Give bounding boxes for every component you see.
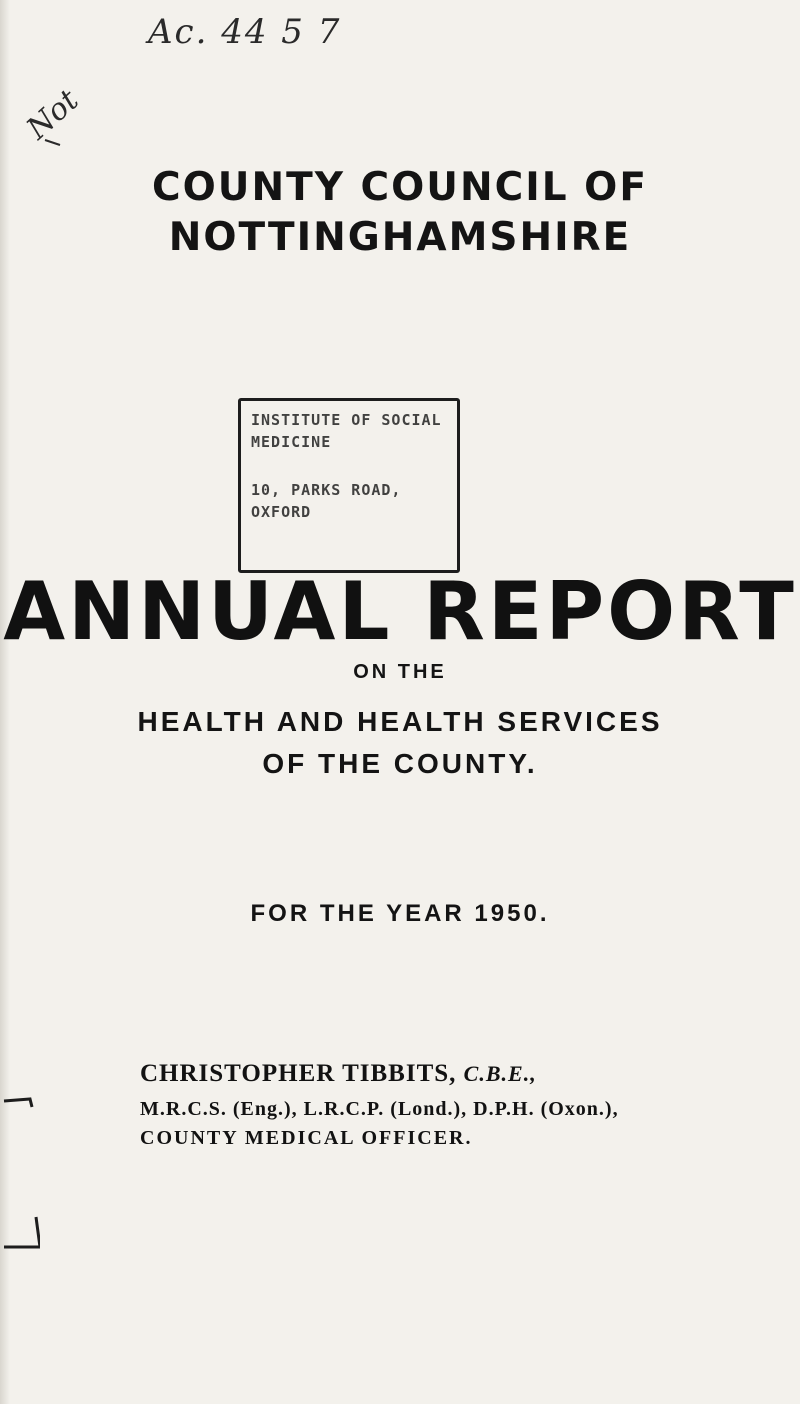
officer-name-line: [140, 1060, 619, 1088]
shelf-mark-text: Not: [20, 82, 86, 147]
report-subtitle-line-2: OF THE COUNTY.: [262, 748, 538, 779]
handwritten-accession-number: Ac. 44 5 7: [148, 12, 342, 52]
handwritten-shelf-mark: [0, 45, 140, 155]
stamp-line-2: MEDICINE: [251, 433, 332, 451]
officer-title: COUNTY MEDICAL OFFICER.: [140, 1127, 473, 1149]
stamp-line-4: OXFORD: [251, 503, 312, 521]
officer-qualifications: M.R.C.S. (Eng.), L.R.C.P. (Lond.), D.P.H. (Oxon.),: [140, 1098, 619, 1120]
stamp-line-3: 10, PARKS ROAD,: [251, 481, 402, 499]
report-title: ANNUAL REPORT: [3, 565, 797, 658]
officer-name: CHRISTOPHER TIBBITS,: [140, 1060, 457, 1087]
stamp-line-1: INSTITUTE OF SOCIAL: [251, 411, 442, 429]
report-year: FOR THE YEAR 1950.: [250, 900, 550, 927]
council-heading-line-2: NOTTINGHAMSHIRE: [168, 215, 632, 260]
library-stamp: [238, 398, 460, 573]
council-heading-line-1: COUNTY COUNCIL OF: [152, 165, 648, 210]
report-title-connector: ON THE: [353, 661, 447, 683]
officer-post-nominal: C.B.E.,: [463, 1061, 537, 1086]
binding-mark: [0, 1097, 40, 1257]
officer-block: [140, 1060, 619, 1150]
report-subtitle-line-1: HEALTH AND HEALTH SERVICES: [137, 706, 663, 737]
